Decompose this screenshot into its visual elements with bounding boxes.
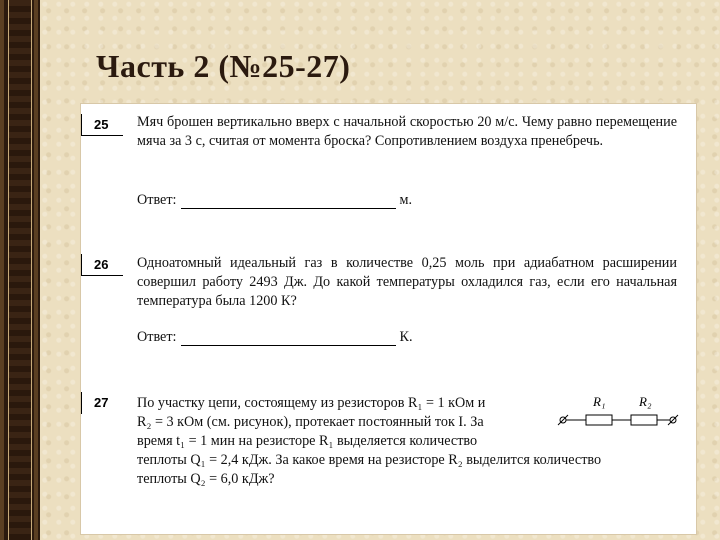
answer-field-25[interactable] xyxy=(181,194,396,209)
question-27-line: теплоты Q₁ = 2,4 кДж. За какое время на резисторе R₂ выделится количество xyxy=(137,452,602,468)
answer-unit: м. xyxy=(399,192,413,208)
answer-field-26[interactable] xyxy=(181,331,396,346)
answer-label: Ответ: xyxy=(137,192,177,208)
border-strip xyxy=(0,0,4,540)
resistor-r2 xyxy=(631,415,657,425)
answer-unit: К. xyxy=(399,329,413,345)
question-27-line: R₂ = 3 кОм (см. рисунок), протекает постоянный ток I. За xyxy=(137,414,484,430)
question-number-25: 25 xyxy=(81,114,123,136)
question-number-27: 27 xyxy=(81,392,123,414)
question-text-27 xyxy=(137,394,547,451)
border-inner-pattern xyxy=(8,0,32,540)
question-text-25: Мяч брошен вертикально вверх с начальной скоростью 20 м/с. Чему равно перемещение мяча за 3 с, считая от момента броска? Сопротивлением воздуха пренебречь. xyxy=(137,114,677,149)
r1-label: R₁ xyxy=(593,394,606,409)
answer-label: Ответ: xyxy=(137,329,177,345)
resistor-r1 xyxy=(586,415,612,425)
circuit-diagram xyxy=(553,392,683,436)
question-27-line: теплоты Q₂ = 6,0 кДж? xyxy=(137,471,275,487)
question-text-26: Одноатомный идеальный газ в количестве 0,25 моль при адиабатном расширении совершил работу 2493 Дж. До какой температуры охладился газ, если его начальная температура была 1200 К? xyxy=(137,255,677,309)
question-27-line: По участку цепи, состоящему из резисторов R₁ = 1 кОм и xyxy=(137,395,486,411)
task-sheet xyxy=(80,103,697,535)
question-number-26: 26 xyxy=(81,254,123,276)
question-27-line: время t₁ = 1 мин на резисторе R₁ выделяется количество xyxy=(137,433,478,449)
answer-row-26 xyxy=(137,329,413,346)
r2-label: R₂ xyxy=(639,394,652,409)
answer-row-25 xyxy=(137,192,412,209)
slide-title: Часть 2 (№25-27) xyxy=(96,48,351,84)
decorative-left-border xyxy=(0,0,40,540)
question-27-tail xyxy=(137,451,677,489)
border-strip xyxy=(34,0,38,540)
